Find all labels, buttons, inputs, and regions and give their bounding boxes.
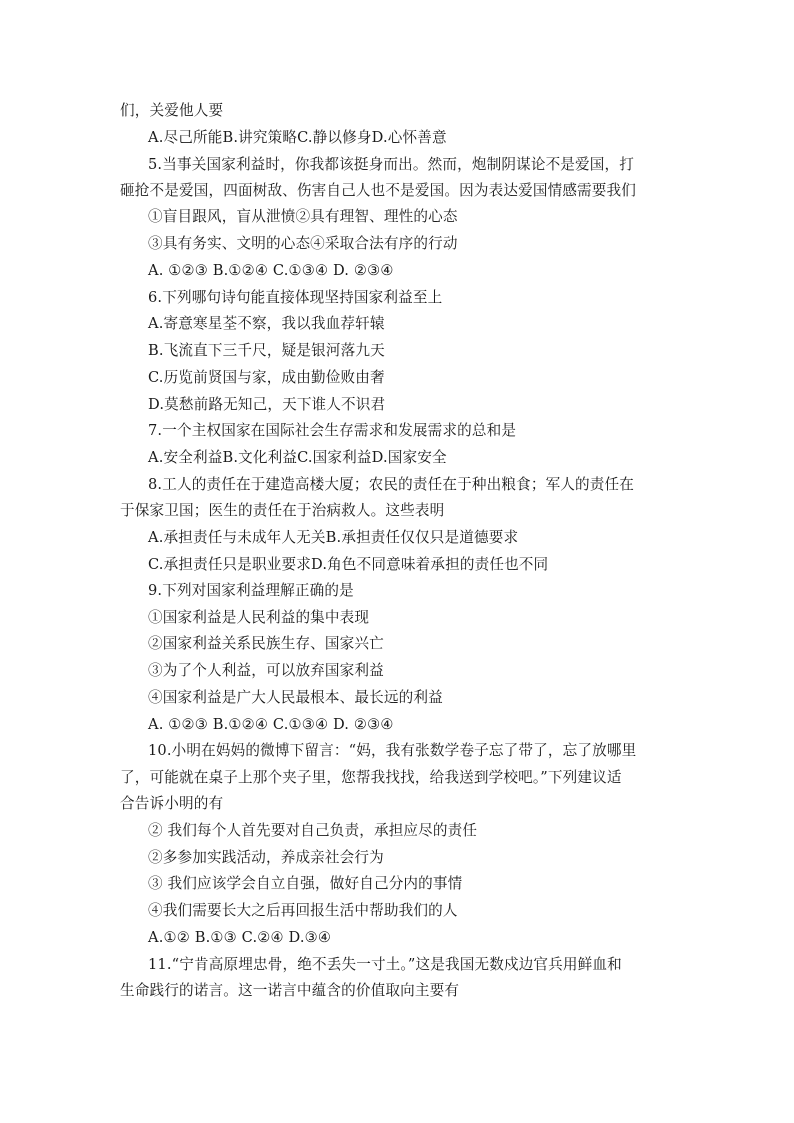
q5-stem-line1: 5.当事关国家利益时，你我都该挺身而出。然而，炮制阴谋论不是爱国，打: [148, 156, 635, 173]
q8-stem-line1: 8.工人的责任在于建造高楼大厦；农民的责任在于种出粮食；军人的责任在: [148, 476, 635, 493]
q5-items-line2: ③具有务实、文明的心态④采取合法有序的行动: [148, 235, 458, 252]
q10-stem-line3: 合告诉小明的有: [120, 795, 224, 812]
q11-stem-line2: 生命践行的诺言。这一诺言中蕴含的价值取向主要有: [120, 982, 460, 999]
q6-option-a: A.寄意寒星荃不察，我以我血荐轩辕: [148, 315, 385, 332]
q9-item-2: ②国家利益关系民族生存、国家兴亡: [148, 635, 384, 652]
q9-options: A. ①②③ B.①②④ C.①③④ D. ②③④: [148, 716, 394, 733]
q6-option-d: D.莫愁前路无知己，天下谁人不识君: [148, 396, 386, 413]
q10-stem-line2: 了，可能就在桌子上那个夹子里，您帮我找找，给我送到学校吧。”下列建议适: [120, 769, 622, 786]
q6-option-b: B.飞流直下三千尺，疑是银河落九天: [148, 342, 385, 359]
q7-stem: 7.一个主权国家在国际社会生存需求和发展需求的总和是: [148, 422, 517, 439]
q4-stem-continued: 们，关爱他人要: [120, 102, 224, 119]
q6-stem: 6.下列哪句诗句能直接体现坚持国家利益至上: [148, 289, 443, 306]
q10-options: A.①② B.①③ C.②④ D.③④: [148, 929, 332, 946]
q9-stem: 9.下列对国家利益理解正确的是: [148, 582, 354, 599]
q10-item-3: ③ 我们应该学会自立自强，做好自己分内的事情: [148, 875, 463, 892]
q9-item-1: ①国家利益是人民利益的集中表现: [148, 609, 370, 626]
q10-stem-line1: 10.小明在妈妈的微博下留言：“妈，我有张数学卷子忘了带了，忘了放哪里: [148, 742, 637, 759]
q8-stem-line2: 于保家卫国；医生的责任在于治病救人。这些表明: [120, 502, 445, 519]
q4-options: A.尽己所能B.讲究策略C.静以修身D.心怀善意: [148, 129, 447, 146]
q8-options-cd: C.承担责任只是职业要求D.角色不同意味着承担的责任也不同: [148, 556, 549, 573]
q10-item-1: ② 我们每个人首先要对自己负责，承担应尽的责任: [148, 822, 478, 839]
q10-item-2: ②多参加实践活动，养成亲社会行为: [148, 849, 384, 866]
q9-item-3: ③为了个人利益，可以放弃国家利益: [148, 662, 384, 679]
q9-item-4: ④国家利益是广大人民最根本、最长远的利益: [148, 689, 443, 706]
q7-options: A.安全利益B.文化利益C.国家利益D.国家安全: [148, 449, 447, 466]
q10-item-4: ④我们需要长大之后再回报生活中帮助我们的人: [148, 902, 458, 919]
q6-option-c: C.历览前贤国与家，成由勤俭败由奢: [148, 369, 385, 386]
q5-stem-line2: 砸抢不是爱国，四面树敌、伤害自己人也不是爱国。因为表达爱国情感需要我们: [120, 182, 637, 199]
q5-items-line1: ①盲目跟风，盲从泄愤②具有理智、理性的心态: [148, 208, 458, 225]
q11-stem-line1: 11.“宁肯高原埋忠骨，绝不丢失一寸土。”这是我国无数戍边官兵用鲜血和: [148, 956, 622, 973]
q8-options-ab: A.承担责任与未成年人无关B.承担责任仅仅只是道德要求: [148, 529, 519, 546]
q5-options: A. ①②③ B.①②④ C.①③④ D. ②③④: [148, 262, 394, 279]
